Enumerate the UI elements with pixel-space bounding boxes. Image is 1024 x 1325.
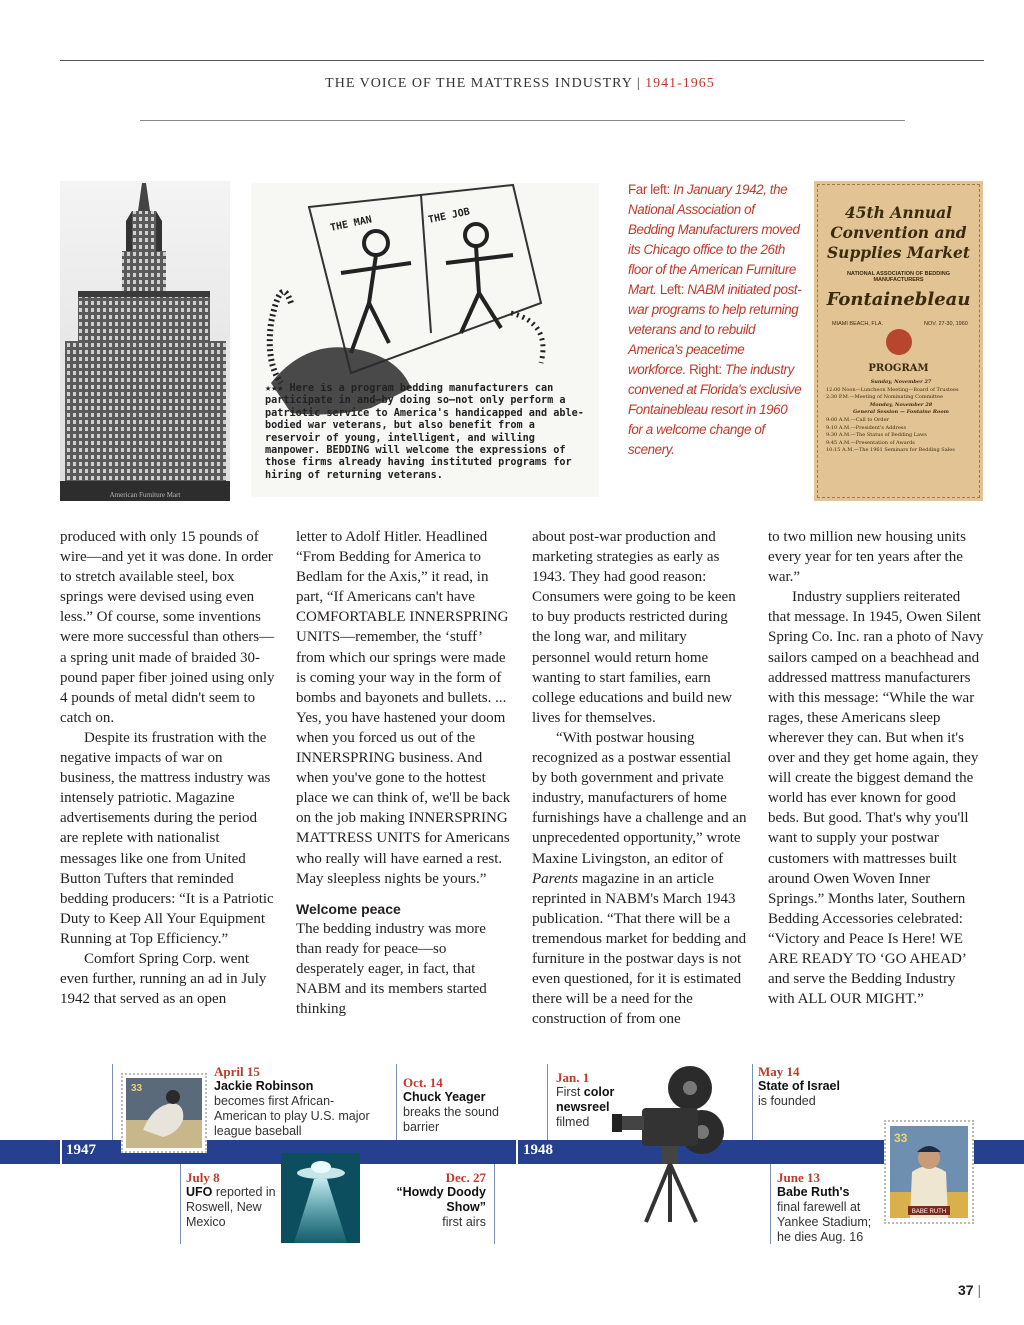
paragraph: about post-war production and marketing strategies as early as 1943. They had good reason: Consumers were going to be keen to buy products restricted during the long war, and military personnel would return home wanting to start families, earn college educations and build new lives for themselves. bbox=[532, 529, 736, 726]
event-chuck-yeager: Oct. 14 Chuck Yeager breaks the sound barrier bbox=[403, 1075, 499, 1134]
program-venue: Fontainebleau bbox=[826, 289, 971, 310]
program-line: 2:30 P.M.—Meeting of Nominating Committee bbox=[826, 394, 943, 401]
jackie-robinson-stamp bbox=[121, 1073, 207, 1153]
program-title: 45th Annual Convention and Supplies Market bbox=[826, 203, 971, 262]
seal-icon bbox=[886, 329, 912, 355]
top-rule bbox=[60, 60, 984, 61]
program-line: 9:10 A.M.—President's Address bbox=[826, 424, 907, 431]
page-number: 37 | bbox=[958, 1282, 982, 1298]
year-tick bbox=[60, 1140, 62, 1164]
program-line: 9:30 A.M.—The Status of Bedding Laws bbox=[826, 432, 927, 439]
timeline-connector bbox=[112, 1064, 113, 1140]
photo-caption: Far left: In January 1942, the National Association of Bedding Manufacturers moved its Chicago office to the 26th floor of the American Furniture Mart. Left: NABM initiated post-war programs to help returning veterans and to rebuild America's peacetime workforce. Right: The industry convened at Florida's exclusive Fontainebleau resort in 1960 for a welcome change of scenery. bbox=[628, 182, 802, 457]
paragraph: Despite its frustration with the negative impacts of war on business, the mattress industry was intensely patriotic. Magazine advertisements during the period are replete with nationalist messages like one from United Button Tufters that reminded bedding producers: “It is a Patriotic Duty to Keep All Your Equipment Running at Top Efficiency.” bbox=[60, 729, 274, 947]
paragraph: to two million new housing units every year for ten years after the war.” bbox=[768, 529, 966, 586]
program-org: NATIONAL ASSOCIATION OF BEDDING MANUFACTURERS bbox=[846, 271, 951, 283]
event-howdy-doody: Dec. 27 “Howdy Doody Show” first airs bbox=[396, 1170, 486, 1229]
program-line: General Session — Fontaine Room bbox=[853, 409, 949, 416]
body-column-1 bbox=[60, 527, 276, 1009]
timeline-year-1948: 1948 bbox=[523, 1142, 553, 1158]
program-dates: NOV. 27-30, 1960 bbox=[924, 321, 968, 327]
svg-text:American Furniture Mart: American Furniture Mart bbox=[109, 491, 181, 499]
timeline-connector bbox=[752, 1064, 753, 1140]
body-column-3 bbox=[532, 527, 748, 1029]
program-line: 9:00 A.M.—Call to Order bbox=[826, 416, 889, 423]
event-state-of-israel: May 14 State of Israel is founded bbox=[758, 1064, 840, 1108]
program-city: MIAMI BEACH, FLA. bbox=[832, 321, 884, 327]
header-rule bbox=[140, 120, 905, 121]
paragraph: Industry suppliers reiterated that message. In 1945, Owen Silent Spring Co. Inc. ran a photo of Navy sailors camped on a beachhead and addressed mattress manufacturers with this message: “While the war rages, these Americans sleep wherever they can. But when it's over and they get home again, they will create the biggest demand the world has ever known for good beds. But good. That's why you'll want to supply your postwar customers with mattresses built around Owen Woven Inner Springs.” Months later, Southern Bedding Accessories celebrated: “Victory and Peace Is Here! WE ARE READY TO ‘GO AHEAD’ and serve the Bedding Industry with ALL OUR MIGHT.” bbox=[768, 589, 984, 1008]
svg-text:THE MAN: THE MAN bbox=[329, 214, 373, 234]
timeline-connector bbox=[396, 1064, 397, 1140]
program-line: 12:00 Noon—Luncheon Meeting—Board of Trustees bbox=[826, 386, 959, 393]
program-line: Sunday, November 27 bbox=[870, 379, 932, 385]
timeline-connector bbox=[494, 1164, 495, 1244]
year-tick bbox=[516, 1140, 518, 1164]
timeline-connector bbox=[770, 1164, 771, 1244]
paragraph: produced with only 15 pounds of wire—and yet it was done. In order to stretch available steel, box springs were devised using even less.” Of course, some inventions were more successful than others—a spring unit made of braided 30-pound paper fiber joined using only 4 pounds of metal didn't seem to catch on. bbox=[60, 529, 275, 726]
event-ufo-roswell: July 8 UFO reported in Roswell, New Mexico bbox=[186, 1170, 276, 1229]
building-photo bbox=[60, 181, 230, 501]
program-schedule bbox=[826, 379, 976, 455]
timeline-connector bbox=[547, 1064, 548, 1140]
svg-text:33: 33 bbox=[894, 1131, 908, 1145]
babe-ruth-stamp bbox=[884, 1120, 974, 1224]
body-column-4 bbox=[768, 527, 984, 1009]
section-heading: Welcome peace bbox=[296, 900, 401, 917]
ufo-image bbox=[281, 1153, 360, 1243]
paragraph: “With postwar housing recognized as a postwar essential by both government and private industry, manufacturers of home furnishings have a challenge and an unprecedented opportunity,” wrote Maxine Livingston, an editor of Parents magazine in an article reprinted in NABM's March 1943 publication. “That there will be a tremendous market for bedding and furniture in the postwar days is not even questioned, for it is estimated there will be a need for the construction of from one bbox=[532, 729, 747, 1028]
svg-text:33: 33 bbox=[131, 1083, 143, 1094]
program-line: 10:15 A.M.—The 1961 Seminars for Bedding Sales bbox=[826, 447, 955, 454]
running-header: THE VOICE OF THE MATTRESS INDUSTRY | 1941-1965 bbox=[325, 76, 715, 91]
convention-program bbox=[814, 181, 983, 501]
program-line: Monday, November 28 bbox=[869, 401, 933, 408]
event-color-newsreel: Jan. 1 First color newsreel filmed bbox=[556, 1070, 615, 1129]
svg-text:THE JOB: THE JOB bbox=[427, 206, 471, 226]
event-babe-ruth: June 13 Babe Ruth's final farewell at Yankee Stadium; he dies Aug. 16 bbox=[777, 1170, 872, 1244]
event-jackie-robinson: April 15 Jackie Robinson becomes first African-American to play U.S. major league baseball bbox=[214, 1064, 370, 1138]
svg-text:BABE RUTH: BABE RUTH bbox=[911, 1209, 947, 1215]
paragraph: letter to Adolf Hitler. Headlined “From Bedding for America to Bedlam for the Axis,” it read, in part, “If Americans can't have COMFORTABLE INNERSPRING UNITS—remember, the ‘stuff’ from which our springs were made is coming your way in the form of bombs and bayonets and bullets. ... Yes, you have hastened your doom when you forced us out of the INNERSPRING business. And when you've gone to the hottest place we can think of, we'll be back on the job making INNERSPRING MATTRESS UNITS for Americans who really will have earned a rest. May sleepless nights be yours.” bbox=[296, 529, 511, 887]
timeline-connector bbox=[180, 1164, 181, 1244]
paragraph: Comfort Spring Corp. went even further, running an ad in July 1942 that served as an open bbox=[60, 950, 267, 1008]
program-heading: PROGRAM bbox=[868, 363, 929, 374]
timeline-year-1947: 1947 bbox=[66, 1142, 96, 1158]
movie-camera-icon bbox=[612, 1064, 732, 1224]
program-line: 9:45 A.M.—Presentation of Awards bbox=[826, 439, 915, 446]
veterans-poster: THE MAN THE JOB ★★★ Here is a program bedding manufacturers can participate in and—by doing so—not only perform a patriotic service to America's handicapped and able-bodied war veterans, but also benefit from a reservoir of young, intelligent, and willing manpower. BEDDING will welcome the expressions of those firms already having instituted programs for hiring of returning veterans. bbox=[251, 183, 599, 497]
body-column-2 bbox=[296, 527, 512, 1019]
paragraph: The bedding industry was more than ready for peace—so desperately eager, in fact, that NABM and its members started thinking bbox=[296, 920, 487, 1018]
